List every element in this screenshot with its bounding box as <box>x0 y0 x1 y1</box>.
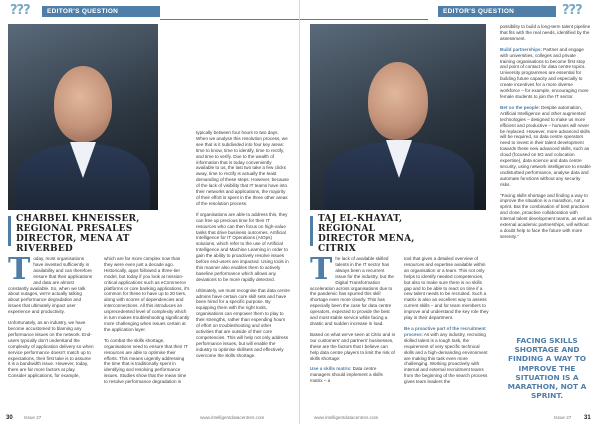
header-rule <box>160 19 299 20</box>
paragraph: Ultimately, we must recognise that data centre admins have certain core skill sets and have been hired for a specific purpose. By equipping them with the right tools, organisations can empower them to play to their strengths, rather than expending hours of effort on troubleshooting and other activities that are outside of their core competencies. This will help not only address performance issues, but will enable the industry to optimise skillsets and effectively overcome the skills shortage. <box>196 287 290 358</box>
name-accent-bar <box>310 216 313 246</box>
name-accent-bar <box>8 216 11 246</box>
paragraph: he lack of available skilled talents in the IT sector has always been a recurrent issue for the industry, but the Digital Transformation acceleration across organisations due to the pandemic has spurred this skill shortage even more clearly. This has especially been the case for data centre operators, expected to provide the best and most stable service while facing a drastic and sudden increase in load. <box>310 256 394 326</box>
section-tag: EDITOR'S QUESTION <box>438 6 556 17</box>
paragraph: oday, most organisations have invested sufficiently in availability and can therefore ensure that their applications and data are almost constantly available. So, when we talk about outages, we're actually talking about performance degradation and issues that ultimately impact user experience and productivity. <box>8 256 93 315</box>
issue-label: Issue 27 <box>24 415 42 420</box>
paragraph: Unfortunately, as an industry, we have become accustomed to blaming any performance issues on the network. End-users typically don't understand the complexity of application delivery so when service performance doesn't match up to expectations, their first take is to assume it is a bandwidth issue. However, today, there are far more factors at play. Consider applications, for example, <box>8 320 94 379</box>
paragraph: : As with any industry, recruiting skilled talent is a tough task, the requirement of very specific technical skills and a high-demanding environment are making this task even more challenging. Working proactively with internal and external recruitment teams from the beginning of the search process gives team leaders the <box>404 331 488 385</box>
issue-label: Issue 27 <box>554 415 572 420</box>
page-number: 30 <box>6 415 13 421</box>
speaker-name: TAJ EL-KHAYAT, REGIONAL DIRECTOR MENA, CITRIX <box>318 214 415 254</box>
paragraph: possibility to build a long-term talent pipeline that fits with the real needs, identified by the assessment. <box>500 24 591 41</box>
portrait-photo <box>310 24 486 210</box>
subheading: Be a proactive part of the recruitment process <box>404 325 486 337</box>
column-3 <box>500 24 592 245</box>
paragraph: typically between four hours to two days. When we analyse this resolution process, we see that is it subdivided into four key areas: time to know, time to identify, time to rectify, and time to verify. Due to the wealth of information that is today conveniently available to us, the last two take a few clicks away, time to rectify is actually the least demanding of these steps. However, because of the lack of visibility that IT teams have into their networks and applications, the majority of their effort is spent in the three other areas of the resolution process. <box>196 130 289 206</box>
column-2 <box>404 256 490 390</box>
right-page <box>300 0 600 424</box>
footer-url: www.intelligentdatacentres.com <box>200 415 265 420</box>
footer-url: www.intelligentdatacentres.com <box>314 415 379 420</box>
column-3 <box>196 130 290 364</box>
paragraph: : Data centre managers should implement a skills matrix – a <box>310 366 383 384</box>
paragraph: : Despite automation, Artificial Intelligence and other augmented technologies – designed to make us more efficient and productive – humans will never be replaced. However, more advanced skills will be required, so data centre operators need to invest in their talent development towards these new advanced skills, such as cloud (focused on 5G and colocation expertise), data science and data centre security, using network intelligence to enable undisturbed performance, analyse data and automate functions without any security risks. <box>500 104 591 187</box>
column-1 <box>8 252 94 384</box>
paragraph: "Facing skills shortage and finding a way to improve the situation is a marathon, not a sprint. But the combination of best practices and close, proactive collaboration with internal talent development teams, as well as external academic partnerships, will without a doubt help to face the future with more serenity." <box>500 192 592 239</box>
question-marks-logo: ??? <box>562 3 582 18</box>
header-rule <box>300 19 428 20</box>
drop-cap: T <box>310 252 333 287</box>
pull-quote: FACING SKILLS SHORTAGE AND FINDING A WAY TO IMPROVE THE SITUATION IS A MARATHON, NOT A SPRINT. <box>507 336 587 401</box>
paragraph: If organisations are able to address this, they can free up precious time for their IT resources who can then focus on high-value tasks that drive business outcomes. Artificial Intelligence for IT Operations (AIOps) solutions, which refer to the use of Artificial Intelligence and Machine Learning in order to gain the ability to proactively resolve issues before end-users are impacted. Using tools in this manner also enables them to actively baseline performance which allows any deviations to be more rapidly detected. <box>196 211 289 282</box>
question-marks-logo: ??? <box>10 3 30 18</box>
portrait-photo <box>8 24 158 210</box>
paragraph: To combat the skills shortage, organisations need to ensure that their IT resources are able to optimise their efforts. This means urgently addressing the time that is traditionally spent in identifying and resolving performance issues. Studies show that the mean time to resolve performance degradation is <box>104 337 188 385</box>
paragraph: Based on what we've seen at Citrix and in our customers' and partners' businesses, these are the factors that I believe can help data centre players to limit the risk of skills shortage: <box>310 331 396 361</box>
speaker-name: CHARBEL KHNEISSER, REGIONAL PRESALES DIRECTOR, MENA AT RIVERBED <box>16 214 140 254</box>
paragraph: which are far more complex now than they were even just a decade ago. Historically, apps followed a three-tier model, but today if you look at mission-critical applications such as eCommerce platforms or core banking applications, it's common for these to have up to 20 tiers, along with scores of dependencies and interconnections. All this introduces an unprecedented level of complexity which in turn makes troubleshooting significantly more challenging when issues certain at the application layer. <box>104 256 190 332</box>
portrait-head <box>368 62 428 140</box>
drop-cap: T <box>8 252 31 287</box>
section-tag: EDITOR'S QUESTION <box>42 6 160 17</box>
column-2 <box>104 256 190 390</box>
paragraph: : Partner and engage with universities, colleges and private training organisations to become first stop and point of contact for data centre topics. University programmes are essential for building future capacity and especially to create incentives for a more diverse workforce – for example, encouraging more female students to join the IT sector. <box>500 46 589 99</box>
portrait-head <box>54 66 112 142</box>
subheading: Build partnerships <box>500 46 541 52</box>
paragraph: tool that gives a detailed overview of resources and expertise available within an organisation or a team. This not only helps to identify needed competencies, but also to make sure there is no skills gap and to be able to react on time if a new talent needs to be recruited. Such a matrix is also an excellent way to assess current skills – and for team members to improve and understand the key role they play in their department. <box>404 256 489 321</box>
column-1 <box>310 252 396 389</box>
subheading: Use a skills matrix <box>310 366 351 372</box>
subheading: Bet on the people <box>500 104 539 110</box>
page-number: 31 <box>584 415 591 421</box>
